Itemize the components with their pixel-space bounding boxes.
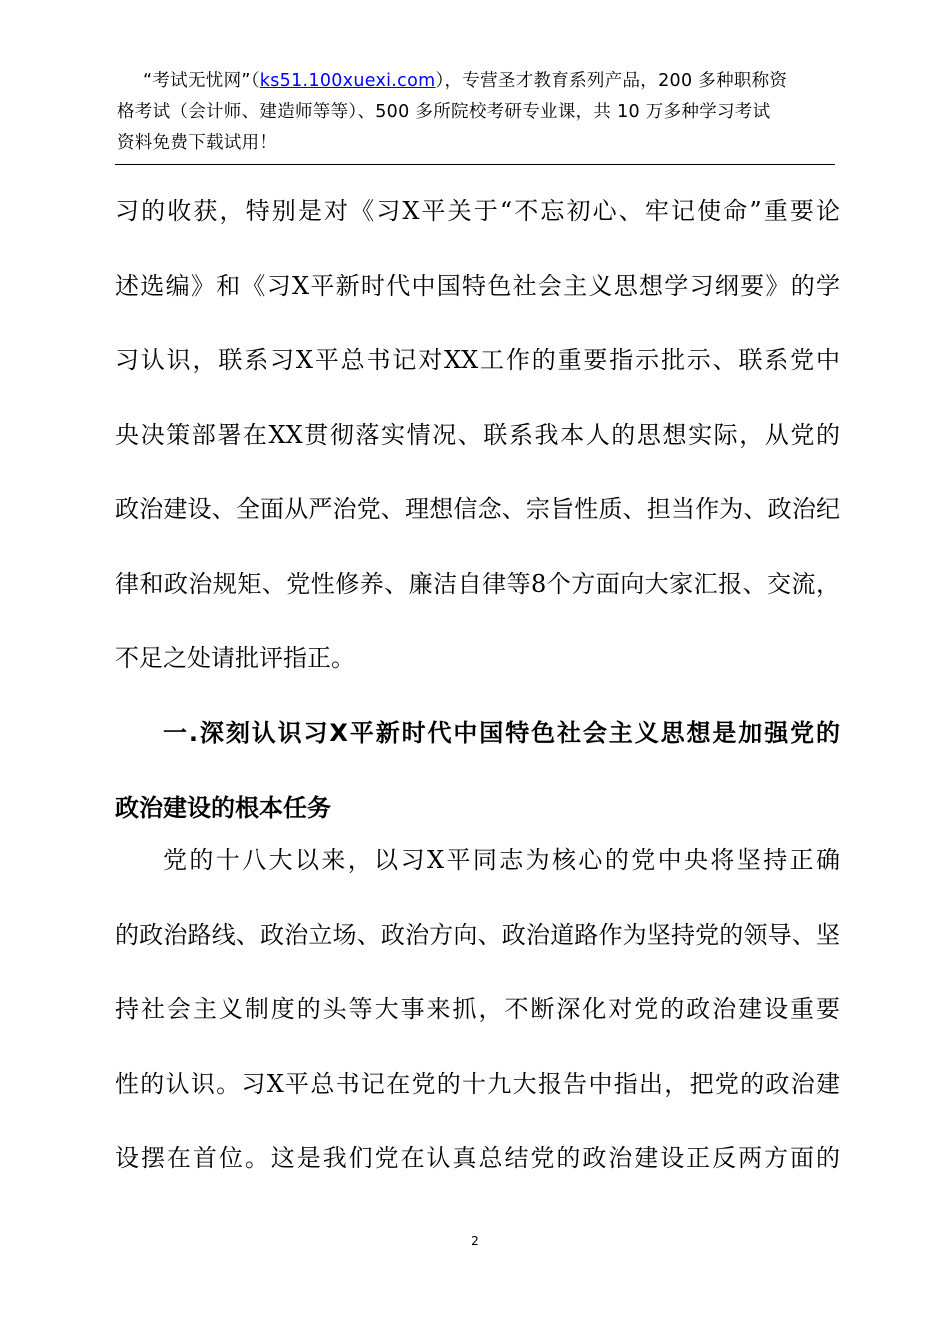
paragraph-2-line: 持社会主义制度的头等大事来抓，不断深化对党的政治建设重要	[115, 995, 840, 1023]
paragraph-1-line: 述选编》和《习X平新时代中国特色社会主义思想学习纲要》的学	[115, 271, 840, 300]
paragraph-1-line: 不足之处请批评指正。	[115, 644, 355, 672]
paragraph-1-line: 律和政治规矩、党性修养、廉洁自律等8个方面向大家汇报、交流，	[115, 569, 840, 598]
header-line-1	[117, 66, 832, 97]
paragraph-2-line: 性的认识。习X平总书记在党的十九大报告中指出，把党的政治建	[115, 1069, 840, 1098]
paragraph-2-line: 党的十八大以来，以习X平同志为核心的党中央将坚持正确	[163, 846, 840, 874]
paragraph-2	[115, 823, 840, 1196]
section-heading-line: 政治建设的根本任务	[115, 793, 331, 822]
paragraph-1-line: 央决策部署在XX贯彻落实情况、联系我本人的思想实际，从党的	[115, 420, 840, 449]
header-divider	[115, 164, 835, 165]
paragraph-1-line: 习认识，联系习X平总书记对XX工作的重要指示批示、联系党中	[115, 346, 840, 374]
paragraph-1-line: 习的收获，特别是对《习X平关于“不忘初心、牢记使命”重要论	[115, 197, 840, 225]
paragraph-1-line: 政治建设、全面从严治党、理想信念、宗旨性质、担当作为、政治纪	[115, 495, 840, 523]
document-header	[117, 66, 832, 159]
header-line-1-pre: “考试无忧网”（	[143, 71, 260, 91]
paragraph-2-line: 设摆在首位。这是我们党在认真总结党的政治建设正反两方面的	[115, 1144, 840, 1172]
header-line-2: 格考试（会计师、建造师等等）、500 多所院校考研专业课，共 10 万多种学习考试	[117, 102, 771, 122]
page-number: 2	[471, 1234, 479, 1248]
site-link[interactable]: ks51.100xuexi.com	[259, 71, 436, 91]
section-heading-line: 一.深刻认识习X平新时代中国特色社会主义思想是加强党的	[163, 719, 840, 747]
paragraph-2-line: 的政治路线、政治立场、政治方向、政治道路作为坚持党的领导、坚	[115, 920, 840, 949]
paragraph-1	[115, 174, 840, 696]
header-line-1-post: ），专营圣才教育系列产品，200 多种职称资	[435, 71, 788, 91]
header-line-3: 资料免费下载试用！	[117, 133, 278, 153]
